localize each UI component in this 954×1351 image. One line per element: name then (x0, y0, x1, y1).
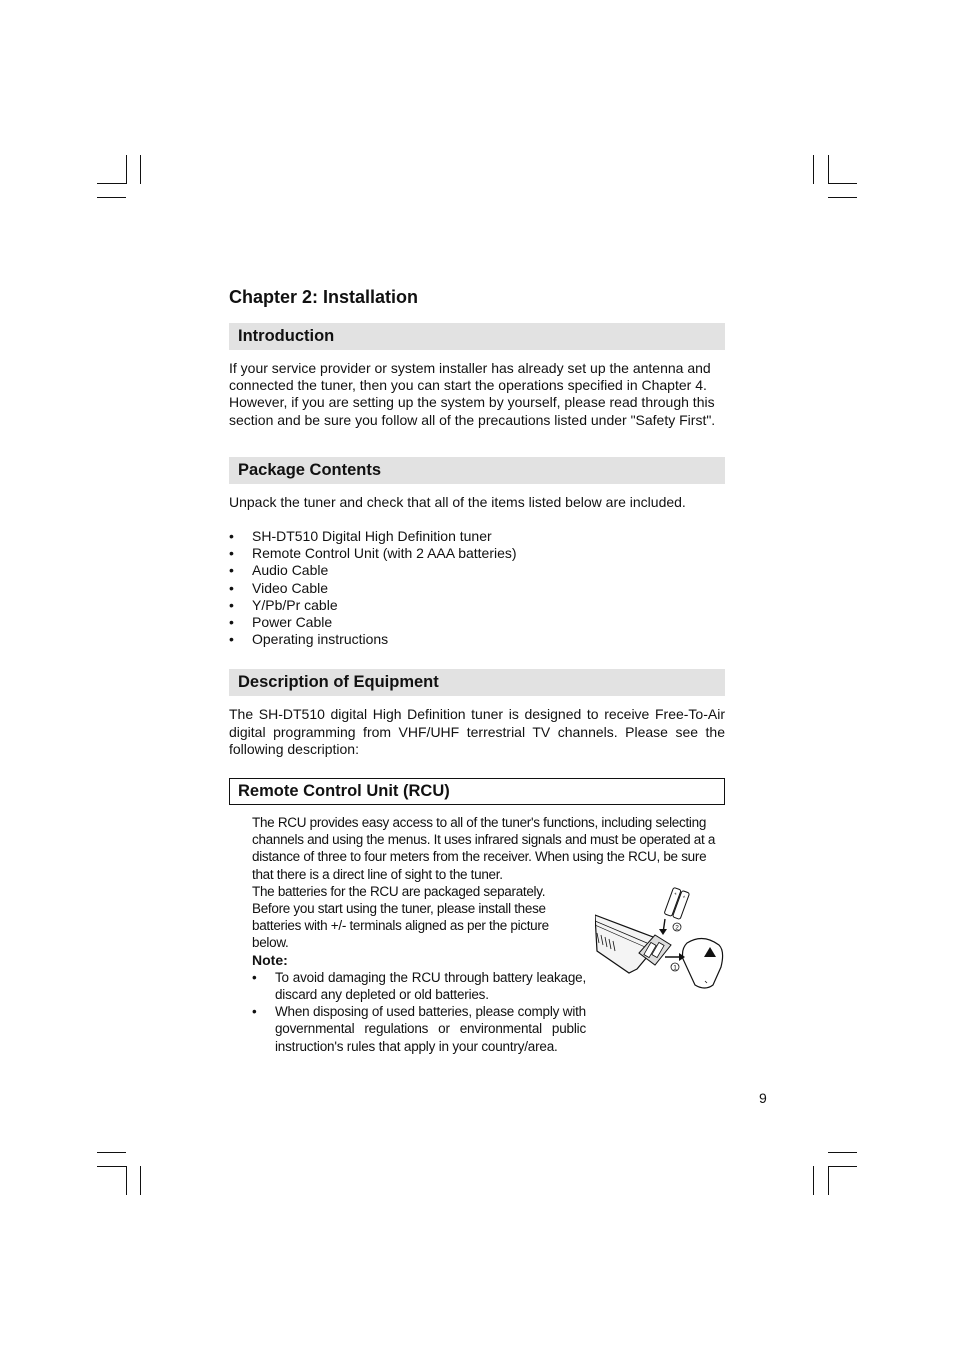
list-item: • Operating instructions (229, 631, 725, 648)
page-content (229, 285, 725, 1055)
description-body: The SH-DT510 digital High Definition tuner is designed to receive Free-To-Air digital programming from VHF/UHF terrestrial TV channels. Please see the following description: (229, 706, 725, 757)
list-item: • When disposing of used batteries, please comply with governmental regulations or environmental public instruction's rules that apply in your country/area. (252, 1003, 586, 1055)
package-contents-heading: Package Contents (229, 457, 725, 484)
list-item: • Video Cable (229, 580, 725, 597)
chapter-title: Chapter 2: Installation (229, 287, 419, 307)
battery-installation-illustration (595, 887, 725, 995)
introduction-heading: Introduction (229, 323, 725, 350)
package-contents-intro: Unpack the tuner and check that all of the items listed below are included. (229, 493, 686, 510)
list-item: • Audio Cable (229, 562, 725, 579)
introduction-body: If your service provider or system installer has already set up the antenna and connected the tuner, then you can start the operations specified in Chapter 4. However, if you are setting up the system by yourself, please read through this section and be sure you follow all of the precautions listed under "Safety First". (229, 360, 716, 428)
step-label: 2 (675, 924, 679, 932)
list-item: • Power Cable (229, 614, 725, 631)
package-contents-list (229, 528, 725, 648)
rcu-body: The RCU provides easy access to all of the tuner's functions, including selecting channels and using the menus. It uses infrared signals and must be operated at a distance of three to four meters from the receiver. When using the RCU, be sure that there is a direct line of sight to the tuner. (252, 815, 716, 882)
svg-text:+: + (681, 894, 687, 901)
notes-list (252, 969, 586, 1055)
rcu-heading: Remote Control Unit (RCU) (229, 778, 725, 805)
description-heading: Description of Equipment (229, 669, 725, 696)
list-item: • To avoid damaging the RCU through battery leakage, discard any depleted or old batteries. (252, 969, 586, 1003)
list-item: • SH-DT510 Digital High Definition tuner (229, 528, 725, 545)
list-item: • Remote Control Unit (with 2 AAA batteries) (229, 545, 725, 562)
list-item: • Y/Pb/Pr cable (229, 597, 725, 614)
note-label: Note: (252, 951, 288, 968)
rcu-batteries-body: The batteries for the RCU are packaged separately. Before you start using the tuner, please install these batteries with +/- terminals aligned as per the picture below. (252, 883, 549, 951)
rcu-section (252, 814, 725, 1055)
page-number: 9 (759, 1090, 767, 1106)
svg-text:+: + (672, 891, 678, 898)
step-label: 1 (673, 964, 677, 972)
